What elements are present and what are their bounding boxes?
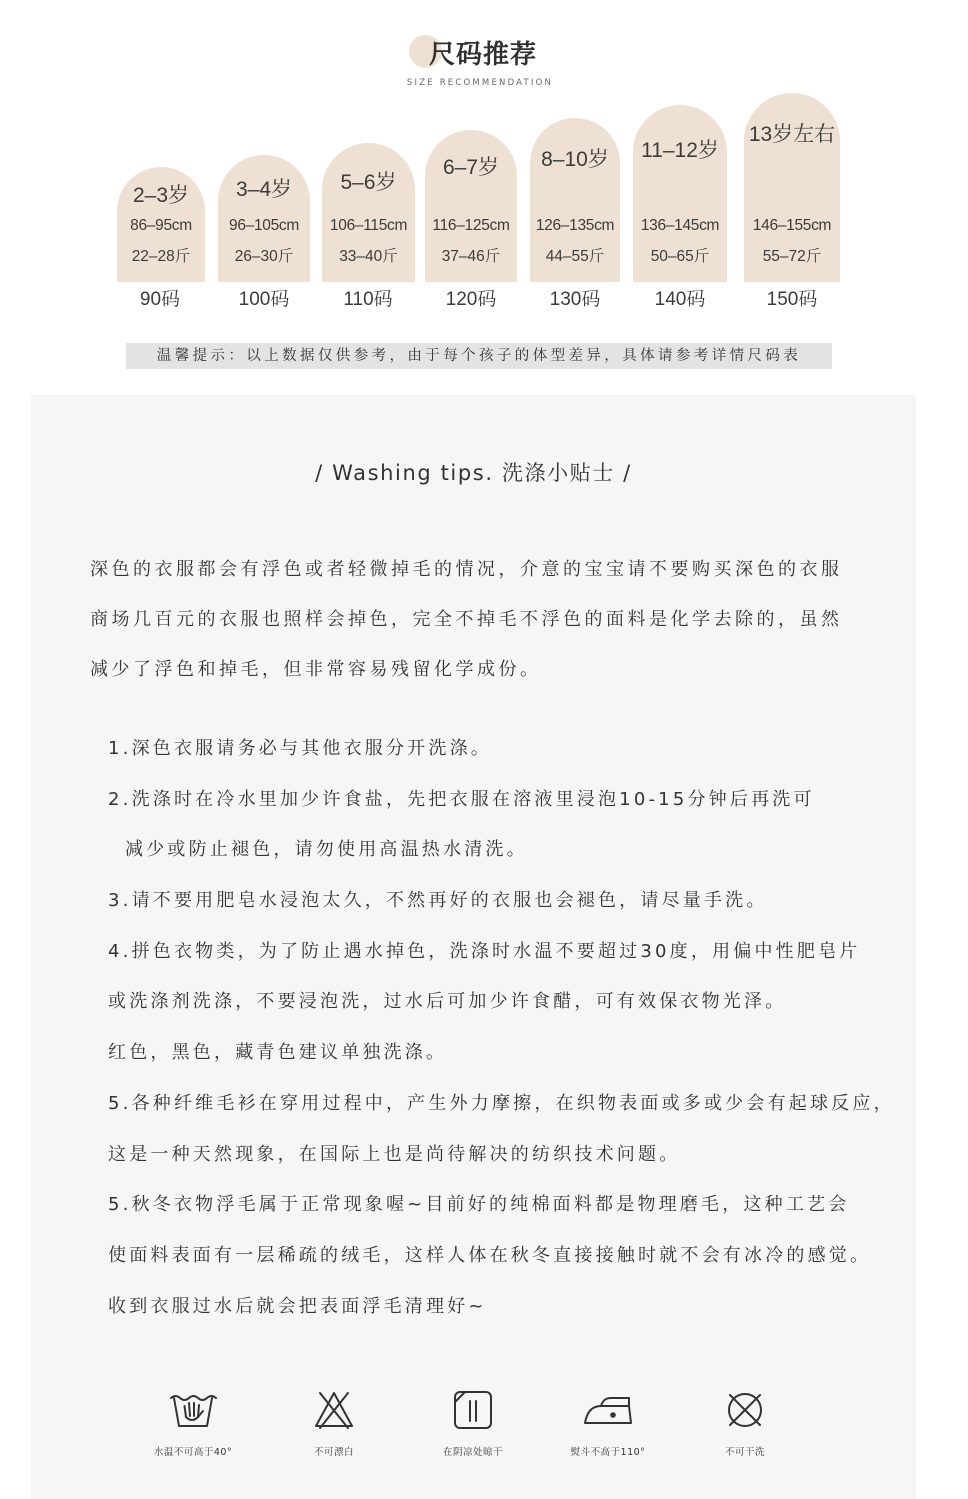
care-item-iron xyxy=(548,1388,668,1460)
tip-line: 2.洗涤时在冷水里加少许食盐，先把衣服在溶液里浸泡10-15分钟后再洗可 xyxy=(108,788,815,810)
size-code-label: 140码 xyxy=(654,289,706,310)
size-age-label: 3–4岁 xyxy=(235,178,293,201)
tip-line: 使面料表面有一层稀疏的绒毛，这样人体在秋冬直接接触时就不会有冰冷的感觉。 xyxy=(108,1244,872,1266)
size-notice-bar: 温馨提示：以上数据仅供参考，由于每个孩子的体型差异，具体请参考详情尺码表 xyxy=(126,343,832,369)
size-code-label: 150码 xyxy=(766,289,818,310)
size-height-range: 126–135cm xyxy=(535,217,615,234)
size-height-range: 96–105cm xyxy=(229,217,299,234)
size-weight-range: 37–46斤 xyxy=(441,248,501,265)
size-age-label: 11–12岁 xyxy=(641,139,719,162)
size-height-range: 136–145cm xyxy=(640,217,720,234)
size-card-110 xyxy=(322,143,415,282)
size-age-label: 5–6岁 xyxy=(340,171,397,194)
tip-line: 红色，黑色，藏青色建议单独洗涤。 xyxy=(108,1042,448,1064)
tip-line: 收到衣服过水后就会把表面浮毛清理好~ xyxy=(108,1295,487,1317)
size-weight-range: 33–40斤 xyxy=(339,248,398,265)
size-section-title: 尺码推荐 xyxy=(428,40,537,70)
size-weight-range: 26–30斤 xyxy=(234,248,294,265)
size-age-label: 2–3岁 xyxy=(132,184,190,207)
size-card-140 xyxy=(633,105,727,282)
intro-line: 深色的衣服都会有浮色或者轻微掉毛的情况，介意的宝宝请不要购买深色的衣服 xyxy=(90,559,843,580)
tip-line: 5.各种纤维毛衫在穿用过程中，产生外力摩擦，在织物表面或多或少会有起球反应， xyxy=(108,1092,895,1114)
size-age-label: 8–10岁 xyxy=(541,148,609,171)
size-card-150 xyxy=(744,93,840,282)
size-code-label: 120码 xyxy=(445,289,497,310)
size-height-range: 116–125cm xyxy=(432,217,510,234)
care-item-no-bleach xyxy=(274,1388,394,1460)
tip-line: 5.秋冬衣物浮毛属于正常现象喔~目前好的纯棉面料都是物理磨毛，这种工艺会 xyxy=(108,1194,850,1216)
size-card-130 xyxy=(530,118,620,282)
size-weight-range: 55–72斤 xyxy=(762,248,822,265)
size-age-label: 13岁左右 xyxy=(748,123,836,146)
size-weight-range: 44–55斤 xyxy=(545,248,605,265)
no-dry-clean-icon xyxy=(685,1388,805,1432)
size-height-range: 106–115cm xyxy=(329,217,408,234)
tip-line: 或洗涤剂洗涤，不要浸泡洗，过水后可加少许食醋，可有效保衣物光泽。 xyxy=(108,991,787,1013)
size-code-label: 110码 xyxy=(343,289,393,310)
care-item-no-dry-clean xyxy=(685,1388,805,1460)
care-label: 不可干洗 xyxy=(724,1447,765,1458)
hand-wash-icon xyxy=(133,1388,253,1432)
care-item-shade-dry xyxy=(413,1388,533,1460)
size-card-120 xyxy=(425,130,517,282)
size-height-range: 86–95cm xyxy=(130,217,192,234)
iron-icon xyxy=(548,1388,668,1432)
intro-paragraph xyxy=(90,545,843,695)
size-weight-range: 50–65斤 xyxy=(650,248,710,265)
tips-list xyxy=(108,724,895,1332)
washing-tips-panel xyxy=(31,395,916,1499)
care-label: 熨斗不高于110° xyxy=(570,1447,646,1458)
size-card-100 xyxy=(218,155,310,282)
care-label: 不可漂白 xyxy=(313,1447,354,1458)
care-label: 水温不可高于40° xyxy=(153,1447,233,1458)
tip-line: 4.拼色衣物类，为了防止遇水掉色，洗涤时水温不要超过30度，用偏中性肥皂片 xyxy=(108,940,861,962)
size-code-label: 100码 xyxy=(238,289,290,310)
intro-line: 减少了浮色和掉毛，但非常容易残留化学成份。 xyxy=(90,659,542,680)
tip-line: 1.深色衣服请务必与其他衣服分开洗涤。 xyxy=(108,738,492,759)
tip-line: 这是一种天然现象，在国际上也是尚待解决的纺织技术问题。 xyxy=(108,1143,681,1165)
care-label: 在阴凉处晾干 xyxy=(442,1447,503,1458)
no-bleach-icon xyxy=(274,1388,394,1432)
size-code-label: 90码 xyxy=(139,289,181,310)
size-card-90 xyxy=(117,167,205,282)
size-age-label: 6–7岁 xyxy=(442,156,500,179)
tip-line: 减少或防止褪色，请勿使用高温热水清洗。 xyxy=(125,839,528,861)
size-weight-range: 22–28斤 xyxy=(131,248,191,265)
shade-dry-icon xyxy=(413,1388,533,1432)
size-section-subtitle: SIZE RECOMMENDATION xyxy=(406,78,554,88)
intro-line: 商场几百元的衣服也照样会掉色，完全不掉毛不浮色的面料是化学去除的，虽然 xyxy=(90,609,843,630)
size-height-range: 146–155cm xyxy=(752,217,832,234)
tip-line: 3.请不要用肥皂水浸泡太久，不然再好的衣服也会褪色，请尽量手洗。 xyxy=(108,890,768,912)
care-item-hand-wash xyxy=(133,1388,253,1460)
washing-tips-title: / Washing tips. 洗涤小贴士 / xyxy=(315,461,632,485)
size-code-label: 130码 xyxy=(549,289,601,310)
